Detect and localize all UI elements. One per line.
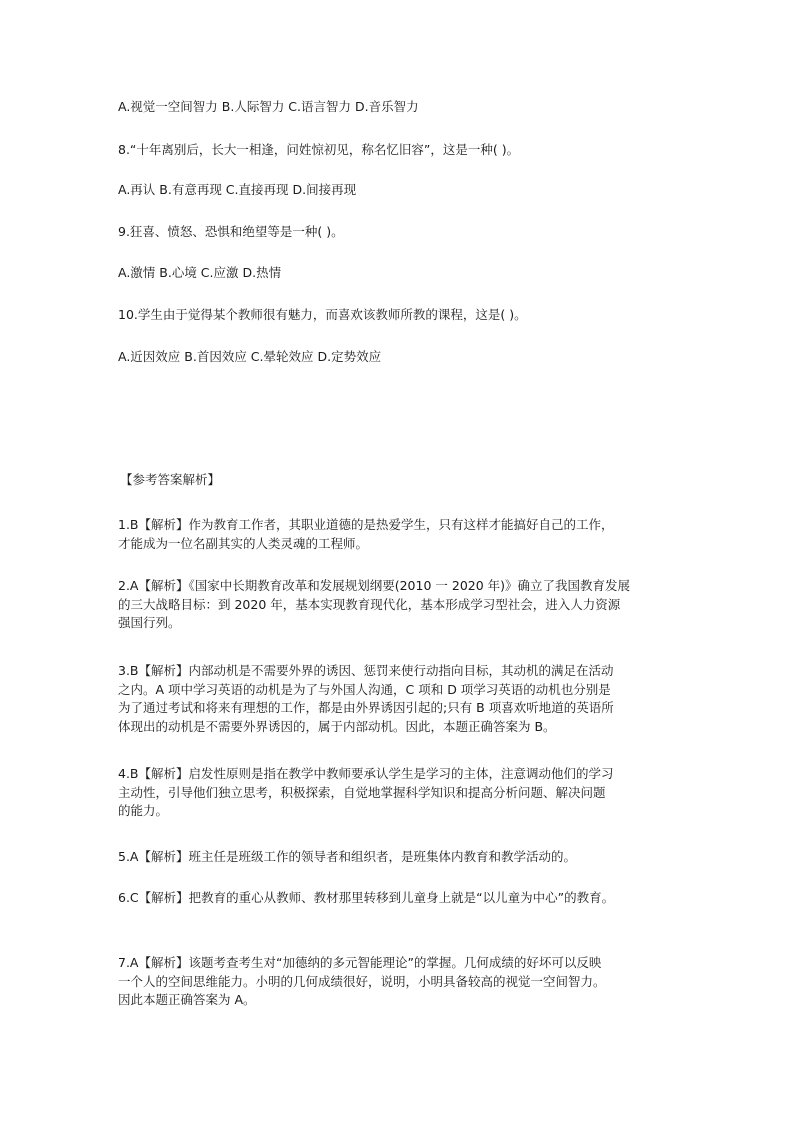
answers-heading: 【参考答案解析】 — [120, 472, 221, 487]
answer-4 — [118, 765, 678, 821]
question-9-stem: 9.狂喜、愤怒、恐惧和绝望等是一种( )。 — [118, 224, 344, 239]
question-10-stem: 10.学生由于觉得某个教师很有魅力，而喜欢该教师所教的课程，这是( )。 — [118, 307, 527, 322]
answer-7-line: 7.A【解析】该题考查考生对“加德纳的多元智能理论”的掌握。几何成绩的好坏可以反映 — [118, 955, 602, 970]
answer-7-line: 一个人的空间思维能力。小明的几何成绩很好，说明，小明具备较高的视觉一空间智力。 — [118, 973, 606, 989]
answer-7 — [118, 954, 678, 1010]
answer-3-line: 3.B【解析】内部动机是不需要外界的诱因、惩罚来使行动指向目标，其动机的满足在活动 — [118, 663, 614, 678]
question-7-options: A.视觉一空间智力 B.人际智力 C.语言智力 D.音乐智力 — [118, 99, 419, 114]
answer-3-line: 体现出的动机是不需要外界诱因的，属于内部动机。因此，本题正确答案为 B。 — [118, 718, 556, 734]
answer-5-line: 5.A【解析】班主任是班级工作的领导者和组织者，是班集体内教育和教学活动的。 — [118, 849, 576, 864]
answer-6-line: 6.C【解析】把教育的重心从教师、教材那里转移到儿童身上就是“以儿童为中心”的教育。 — [118, 890, 615, 905]
answer-2-line: 2.A【解析】《国家中长期教育改革和发展规划纲要(2010 一 2020 年)》确立了我国教育发展 — [118, 578, 631, 593]
answer-1 — [118, 516, 678, 553]
answer-4-line: 4.B【解析】启发性原则是指在教学中教师要承认学生是学习的主体，注意调动他们的学习 — [118, 766, 614, 781]
answer-3-line: 之内。A 项中学习英语的动机是为了与外国人沟通，C 项和 D 项学习英语的动机也分别是 — [118, 681, 611, 697]
answer-4-line: 的能力。 — [118, 803, 169, 818]
answer-2 — [118, 577, 678, 633]
answer-7-line: 因此本题正确答案为 A。 — [118, 992, 256, 1007]
answer-3-line: 为了通过考试和将来有理想的工作，都是由外界诱因引起的;只有 B 项喜欢听地道的英语所 — [118, 700, 614, 715]
question-8-options: A.再认 B.有意再现 C.直接再现 D.间接再现 — [118, 182, 357, 197]
answer-2-line: 强国行列。 — [118, 615, 181, 630]
answer-3 — [118, 662, 678, 736]
answer-1-line: 1.B【解析】作为教育工作者，其职业道德的是热爱学生，只有这样才能搞好自己的工作， — [118, 517, 614, 532]
answer-4-line: 主动性，引导他们独立思考，积极探索，自觉地掌握科学知识和提高分析问题、解决问题 — [118, 784, 606, 800]
answer-5 — [118, 848, 678, 867]
question-10-options: A.近因效应 B.首因效应 C.晕轮效应 D.定势效应 — [118, 349, 382, 364]
question-8-stem: 8.“十年离别后，长大一相逢，问姓惊初见，称名忆旧容”，这是一种( )。 — [118, 142, 520, 157]
question-9-options: A.激情 B.心境 C.应激 D.热情 — [118, 265, 282, 280]
answer-2-line: 的三大战略目标：到 2020 年，基本实现教育现代化，基本形成学习型社会，进入人力资源 — [118, 596, 621, 612]
answer-1-line: 才能成为一位名副其实的人类灵魂的工程师。 — [118, 535, 369, 551]
answer-6 — [118, 889, 678, 908]
